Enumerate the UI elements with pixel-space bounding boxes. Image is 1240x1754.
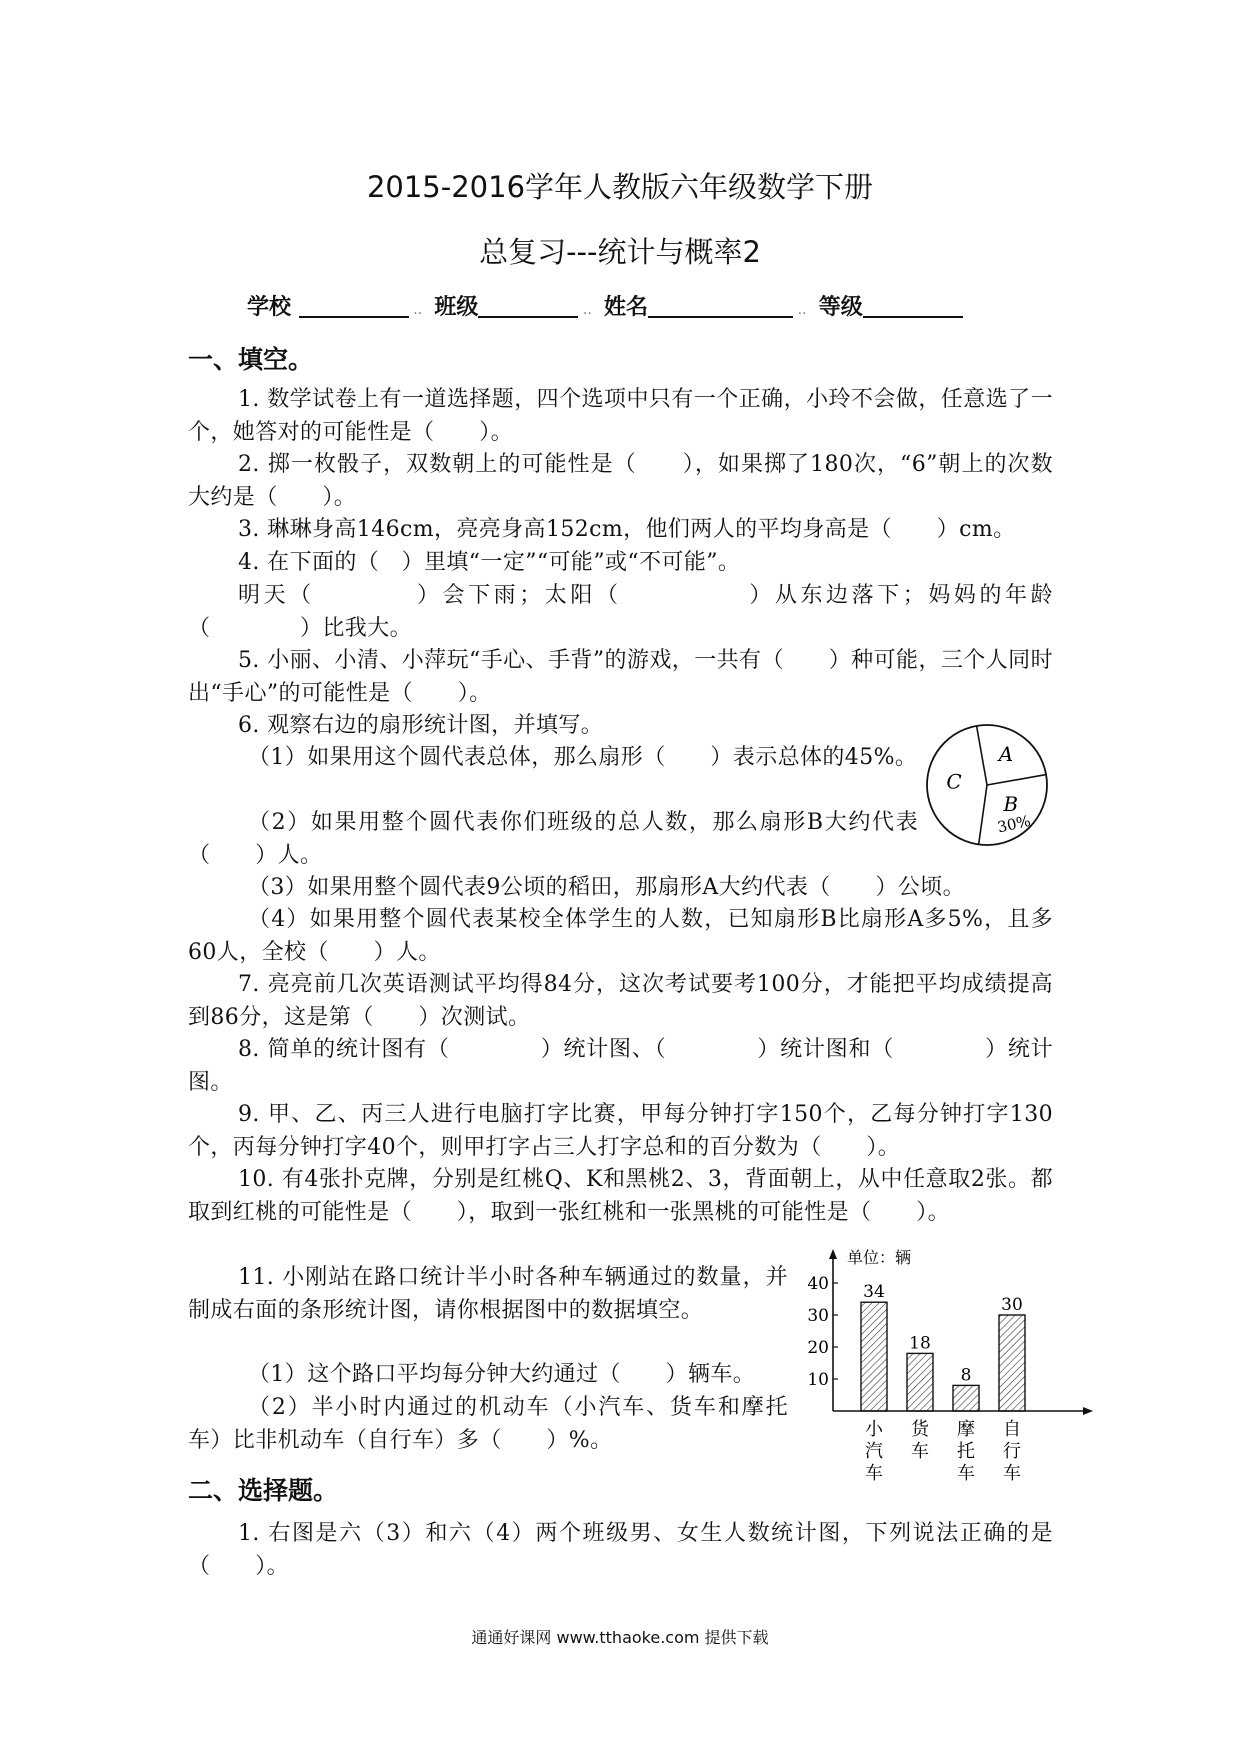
- bar-category-label: 车: [1003, 1463, 1021, 1484]
- pie-divider: [979, 785, 987, 844]
- class-blank[interactable]: [478, 292, 578, 318]
- section-heading-choice: 二、选择题。: [188, 1476, 339, 1505]
- pie-slice-label: C: [946, 769, 962, 794]
- bar-value-label: 30: [1001, 1295, 1023, 1315]
- y-axis-arrow: [829, 1249, 837, 1259]
- grade-label: 等级: [818, 295, 863, 320]
- bar: [861, 1302, 887, 1411]
- pie-slice-label: B: [1003, 791, 1019, 816]
- y-tick-label: 10: [807, 1370, 829, 1390]
- document-title: 2015-2016学年人教版六年级数学下册: [366, 170, 874, 204]
- question-4: 4. 在下面的（ ）里填“一定”“可能”或“不可能”。: [238, 550, 741, 575]
- pie-divider: [977, 726, 987, 785]
- y-axis-unit: 单位：辆: [847, 1248, 912, 1267]
- bar-category-label: 汽: [865, 1441, 883, 1462]
- bar: [999, 1315, 1025, 1411]
- school-label: 学校: [247, 295, 292, 320]
- question-6-3: （3）如果用整个圆代表9公顷的稻田，那扇形A大约代表（ ）公顷。: [248, 875, 966, 900]
- grade-blank[interactable]: [863, 292, 963, 318]
- question-5: 5. 小丽、小清、小萍玩“手心、手背”的游戏，一共有（ ）种可能，三个人同时出“手心”的可能性是（ ）。: [188, 648, 1053, 706]
- bar-category-label: 自: [1003, 1419, 1021, 1440]
- bar-category-label: 摩: [957, 1419, 975, 1440]
- bar-value-label: 34: [863, 1282, 885, 1303]
- bar-category-label: 车: [957, 1463, 975, 1484]
- pie-divider: [987, 775, 1046, 785]
- choice-question-1: 1. 右图是六（3）和六（4）两个班级男、女生人数统计图，下列说法正确的是（ ）。: [188, 1521, 1053, 1579]
- bar-category-label: 行: [1003, 1441, 1021, 1462]
- bar-category-label: 车: [911, 1441, 929, 1462]
- question-10: 10. 有4张扑克牌，分别是红桃Q、K和黑桃2、3，背面朝上，从中任意取2张。都取到红桃的可能性是（ ），取到一张红桃和一张黑桃的可能性是（ ）。: [188, 1167, 1053, 1225]
- bar-category-label: 托: [957, 1441, 975, 1462]
- question-6-4: （4）如果用整个圆代表某校全体学生的人数，已知扇形B比扇形A多5%，且多60人，全校（ ）人。: [188, 907, 1053, 965]
- question-1: 1. 数学试卷上有一道选择题，四个选项中只有一个正确，小玲不会做，任意选了一个，她答对的可能性是（ ）。: [188, 387, 1053, 445]
- question-11-2: （2）半小时内通过的机动车（小汽车、货车和摩托车）比非机动车（自行车）多（ ）%。: [188, 1395, 788, 1453]
- question-6-1: （1）如果用这个圆代表总体，那么扇形（ ）表示总体的45%。: [248, 745, 918, 770]
- question-9: 9. 甲、乙、丙三人进行电脑打字比赛，甲每分钟打字150个，乙每分钟打字130个，丙每分钟打字40个，则甲打字占三人打字总和的百分数为（ ）。: [188, 1102, 1053, 1160]
- name-label: 姓名: [604, 295, 649, 320]
- question-2: 2. 掷一枚骰子，双数朝上的可能性是（ ），如果掷了180次，“6”朝上的次数大约是（ ）。: [188, 452, 1053, 510]
- bar-category-label: 货: [911, 1419, 929, 1440]
- bar-chart: [795, 1245, 1105, 1485]
- pie-slice-label: A: [998, 741, 1014, 766]
- bar-value-label: 18: [909, 1333, 931, 1354]
- bar: [907, 1353, 933, 1411]
- document-subtitle: 总复习---统计与概率2: [479, 235, 761, 269]
- question-11-1: （1）这个路口平均每分钟大约通过（ ）辆车。: [248, 1362, 756, 1387]
- question-8: 8. 简单的统计图有（ ）统计图、（ ）统计图和（ ）统计图。: [188, 1037, 1053, 1095]
- pie-slice-percent: 30%: [995, 811, 1033, 837]
- bar-category-label: 车: [865, 1463, 883, 1484]
- bar-category-label: 小: [865, 1419, 883, 1440]
- bar: [953, 1385, 979, 1411]
- y-tick-label: 40: [807, 1274, 829, 1294]
- student-info-line: 学校 .. 班级 .. 姓名 .. 等级: [247, 290, 963, 321]
- school-blank[interactable]: [299, 292, 409, 318]
- y-tick-label: 20: [807, 1338, 829, 1358]
- class-label: 班级: [434, 295, 479, 320]
- question-4-fill: 明天（ ）会下雨；太阳（ ）从东边落下；妈妈的年龄（ ）比我大。: [188, 583, 1053, 641]
- y-tick-label: 30: [807, 1306, 829, 1326]
- bar-value-label: 8: [960, 1365, 972, 1386]
- footer-text: 通通好课网 www.tthaoke.com 提供下载: [471, 1628, 769, 1647]
- question-6-2: （2）如果用整个圆代表你们班级的总人数，那么扇形B大约代表（ ）人。: [188, 810, 918, 868]
- section-heading-fill: 一、填空。: [188, 345, 314, 374]
- name-blank[interactable]: [648, 292, 793, 318]
- question-6: 6. 观察右边的扇形统计图，并填写。: [238, 713, 604, 738]
- question-3: 3. 琳琳身高146cm，亮亮身高152cm，他们两人的平均身高是（ ）cm。: [238, 517, 1016, 542]
- question-7: 7. 亮亮前几次英语测试平均得84分，这次考试要考100分，才能把平均成绩提高到86分，这是第（ ）次测试。: [188, 972, 1053, 1030]
- x-axis-arrow: [1083, 1407, 1093, 1415]
- question-11: 11. 小刚站在路口统计半小时各种车辆通过的数量，并制成右面的条形统计图，请你根据图中的数据填空。: [188, 1265, 788, 1323]
- pie-chart: [922, 720, 1052, 850]
